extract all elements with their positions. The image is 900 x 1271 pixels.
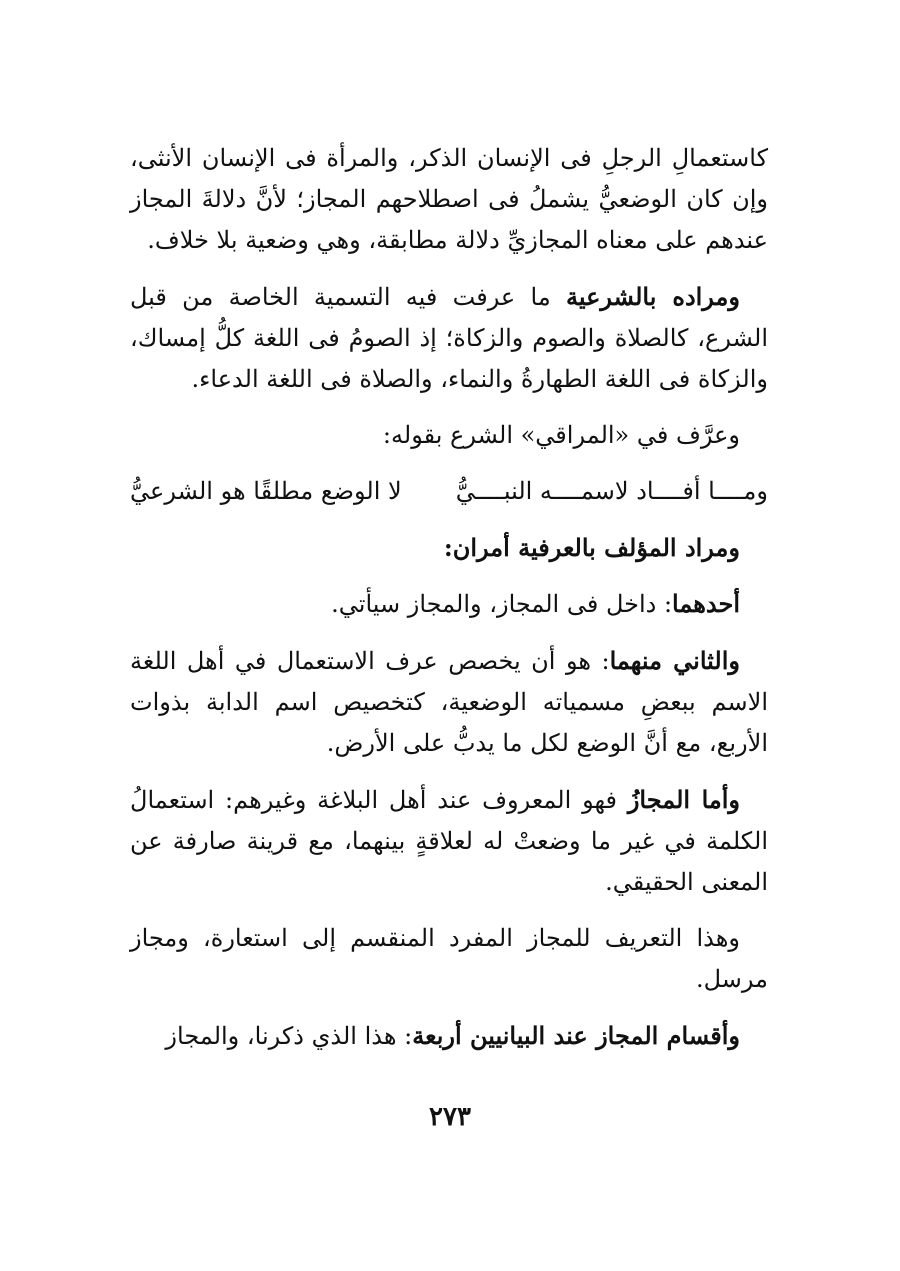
paragraph-7-text: فهو المعروف عند أهل البلاغة وغيرهم: استعمالُ الكلمة في غير ما وضعتْ له لعلاقةٍ بينهما، مع قرينة صارفة عن المعنى الحقيقي. [130, 786, 768, 896]
paragraph-4 [130, 527, 768, 568]
paragraph-6-heading: والثاني منهما [609, 646, 740, 675]
paragraph-5 [130, 583, 768, 625]
verse-first-hemistich: ومــــا أفــــاد لاسمــــه النبــــيُّ [455, 477, 768, 505]
paragraph-8 [130, 918, 768, 1000]
paragraph-2 [130, 276, 768, 400]
paragraph-8-text: وهذا التعريف للمجاز المفرد المنقسم إلى استعارة، ومجاز مرسل. [130, 924, 768, 993]
paragraph-3 [130, 415, 768, 456]
paragraph-4-text: ومراد المؤلف بالعرفية أمران: [443, 533, 740, 562]
page-number: ٢٧٣ [429, 1102, 471, 1132]
paragraph-9-heading: وأقسام المجاز عند البيانيين أربعة [412, 1021, 740, 1050]
paragraph-9 [130, 1015, 768, 1057]
paragraph-3-text: وعرَّف في «المراقي» الشرع بقوله: [382, 421, 740, 449]
paragraph-5-heading: أحدهما [672, 589, 740, 618]
paragraph-1-text: كاستعمالِ الرجلِ فى الإنسان الذكر، والمرأة فى الإنسان الأنثى، وإن كان الوضعيُّ يشملُ فى اصطلاحهم المجاز؛ لأنَّ دلالةَ المجاز عندهم على معناه المجازيِّ دلالة مطابقة، وهي وضعية بلا خلاف. [130, 144, 768, 254]
verse-second-hemistich: لا الوضع مطلقًا هو الشرعيُّ [130, 477, 402, 505]
paragraph-2-text: ما عرفت فيه التسمية الخاصة من قبل الشرع، كالصلاة والصوم والزكاة؛ إذ الصومُ فى اللغة كلُّ إمساك، والزكاة فى اللغة الطهارةُ والنماء، والصلاة فى اللغة الدعاء. [130, 283, 769, 393]
paragraph-6-text: : هو أن يخصص عرف الاستعمال في أهل اللغة الاسم ببعضِ مسمياته الوضعية، كتخصيص اسم الدابة بذوات الأربع، مع أنَّ الوضع لكل ما يدبُّ على الأرض. [130, 647, 768, 757]
paragraph-7-heading: وأما المجازُ [627, 785, 741, 814]
paragraph-7 [130, 779, 768, 903]
body-text [130, 138, 768, 1072]
paragraph-6 [130, 640, 768, 764]
paragraph-5-text: : داخل فى المجاز، والمجاز سيأتي. [331, 590, 673, 618]
paragraph-1 [130, 138, 768, 261]
paragraph-9-text: : هذا الذي ذكرنا، والمجاز [165, 1022, 413, 1050]
paragraph-2-heading: ومراده بالشرعية [565, 282, 740, 311]
poetry-verse [130, 471, 768, 512]
